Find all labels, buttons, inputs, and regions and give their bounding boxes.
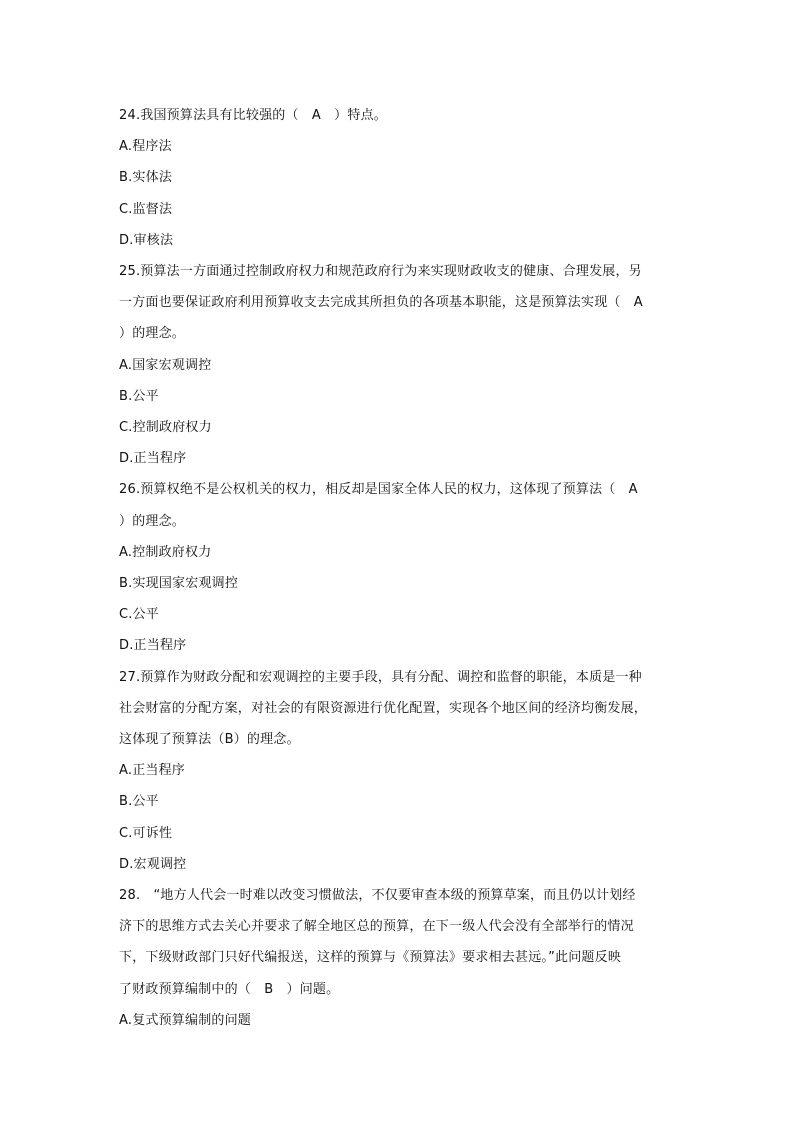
- question-27-stem: [119, 662, 679, 756]
- question-27-option-b: B.公平: [119, 794, 159, 810]
- question-stem-line: 26.预算权绝不是公权机关的权力，相反却是国家全体人民的权力，这体现了预算法（ A: [119, 482, 638, 498]
- question-25-stem: [119, 256, 679, 350]
- question-25-option-a: A.国家宏观调控: [119, 357, 212, 373]
- question-stem-line: 了财政预算编制中的（ B ）问题。: [119, 981, 340, 997]
- question-stem-line: 社会财富的分配方案，对社会的有限资源进行优化配置，实现各个地区间的经济均衡发展，: [119, 700, 648, 716]
- question-26-option-c: C.公平: [119, 607, 160, 623]
- question-stem-line: 一方面也要保证政府利用预算收支去完成其所担负的各项基本职能，这是预算法实现（ A: [119, 295, 643, 311]
- question-24-option-d: D.审核法: [119, 232, 174, 248]
- question-28-stem: [119, 880, 679, 1005]
- question-25-option-c: C.控制政府权力: [119, 420, 212, 436]
- question-24-option-c: C.监督法: [119, 201, 173, 217]
- question-stem-line: 28. “地方人代会一时难以改变习惯做法，不仅要审查本级的预算草案，而且仍以计划经: [119, 888, 636, 904]
- question-25-option-b: B.公平: [119, 388, 159, 404]
- question-26-option-a: A.控制政府权力: [119, 544, 212, 560]
- question-stem-line: 济下的思维方式去关心并要求了解全地区总的预算，在下一级人代会没有全部举行的情况: [119, 919, 634, 935]
- question-stem-line: ）的理念。: [119, 326, 186, 342]
- question-24-stem: [119, 100, 679, 131]
- question-27-option-d: D.宏观调控: [119, 856, 187, 872]
- question-26-option-d: D.正当程序: [119, 638, 187, 654]
- question-stem-line: 这体现了预算法（B）的理念。: [119, 732, 300, 748]
- question-28-option-a: A.复式预算编制的问题: [119, 1012, 251, 1028]
- document-body: [119, 100, 679, 1036]
- question-27-option-c: C.可诉性: [119, 825, 173, 841]
- question-stem-line: 27.预算作为财政分配和宏观调控的主要手段，具有分配、调控和监督的职能，本质是一种: [119, 669, 642, 685]
- question-stem-line: 25.预算法一方面通过控制政府权力和规范政府行为来实现财政收支的健康、合理发展，另: [119, 264, 642, 280]
- question-25-option-d: D.正当程序: [119, 451, 187, 467]
- question-26-option-b: B.实现国家宏观调控: [119, 576, 239, 592]
- question-27-option-a: A.正当程序: [119, 763, 185, 779]
- question-24-option-b: B.实体法: [119, 170, 173, 186]
- question-stem-line: 下，下级财政部门只好代编报送，这样的预算与《预算法》要求相去甚远。”此问题反映: [119, 950, 622, 966]
- question-stem-line: ）的理念。: [119, 513, 186, 529]
- question-stem-line: 24.我国预算法具有比较强的（ A ）特点。: [119, 108, 387, 123]
- question-24-option-a: A.程序法: [119, 139, 172, 155]
- question-26-stem: [119, 474, 679, 536]
